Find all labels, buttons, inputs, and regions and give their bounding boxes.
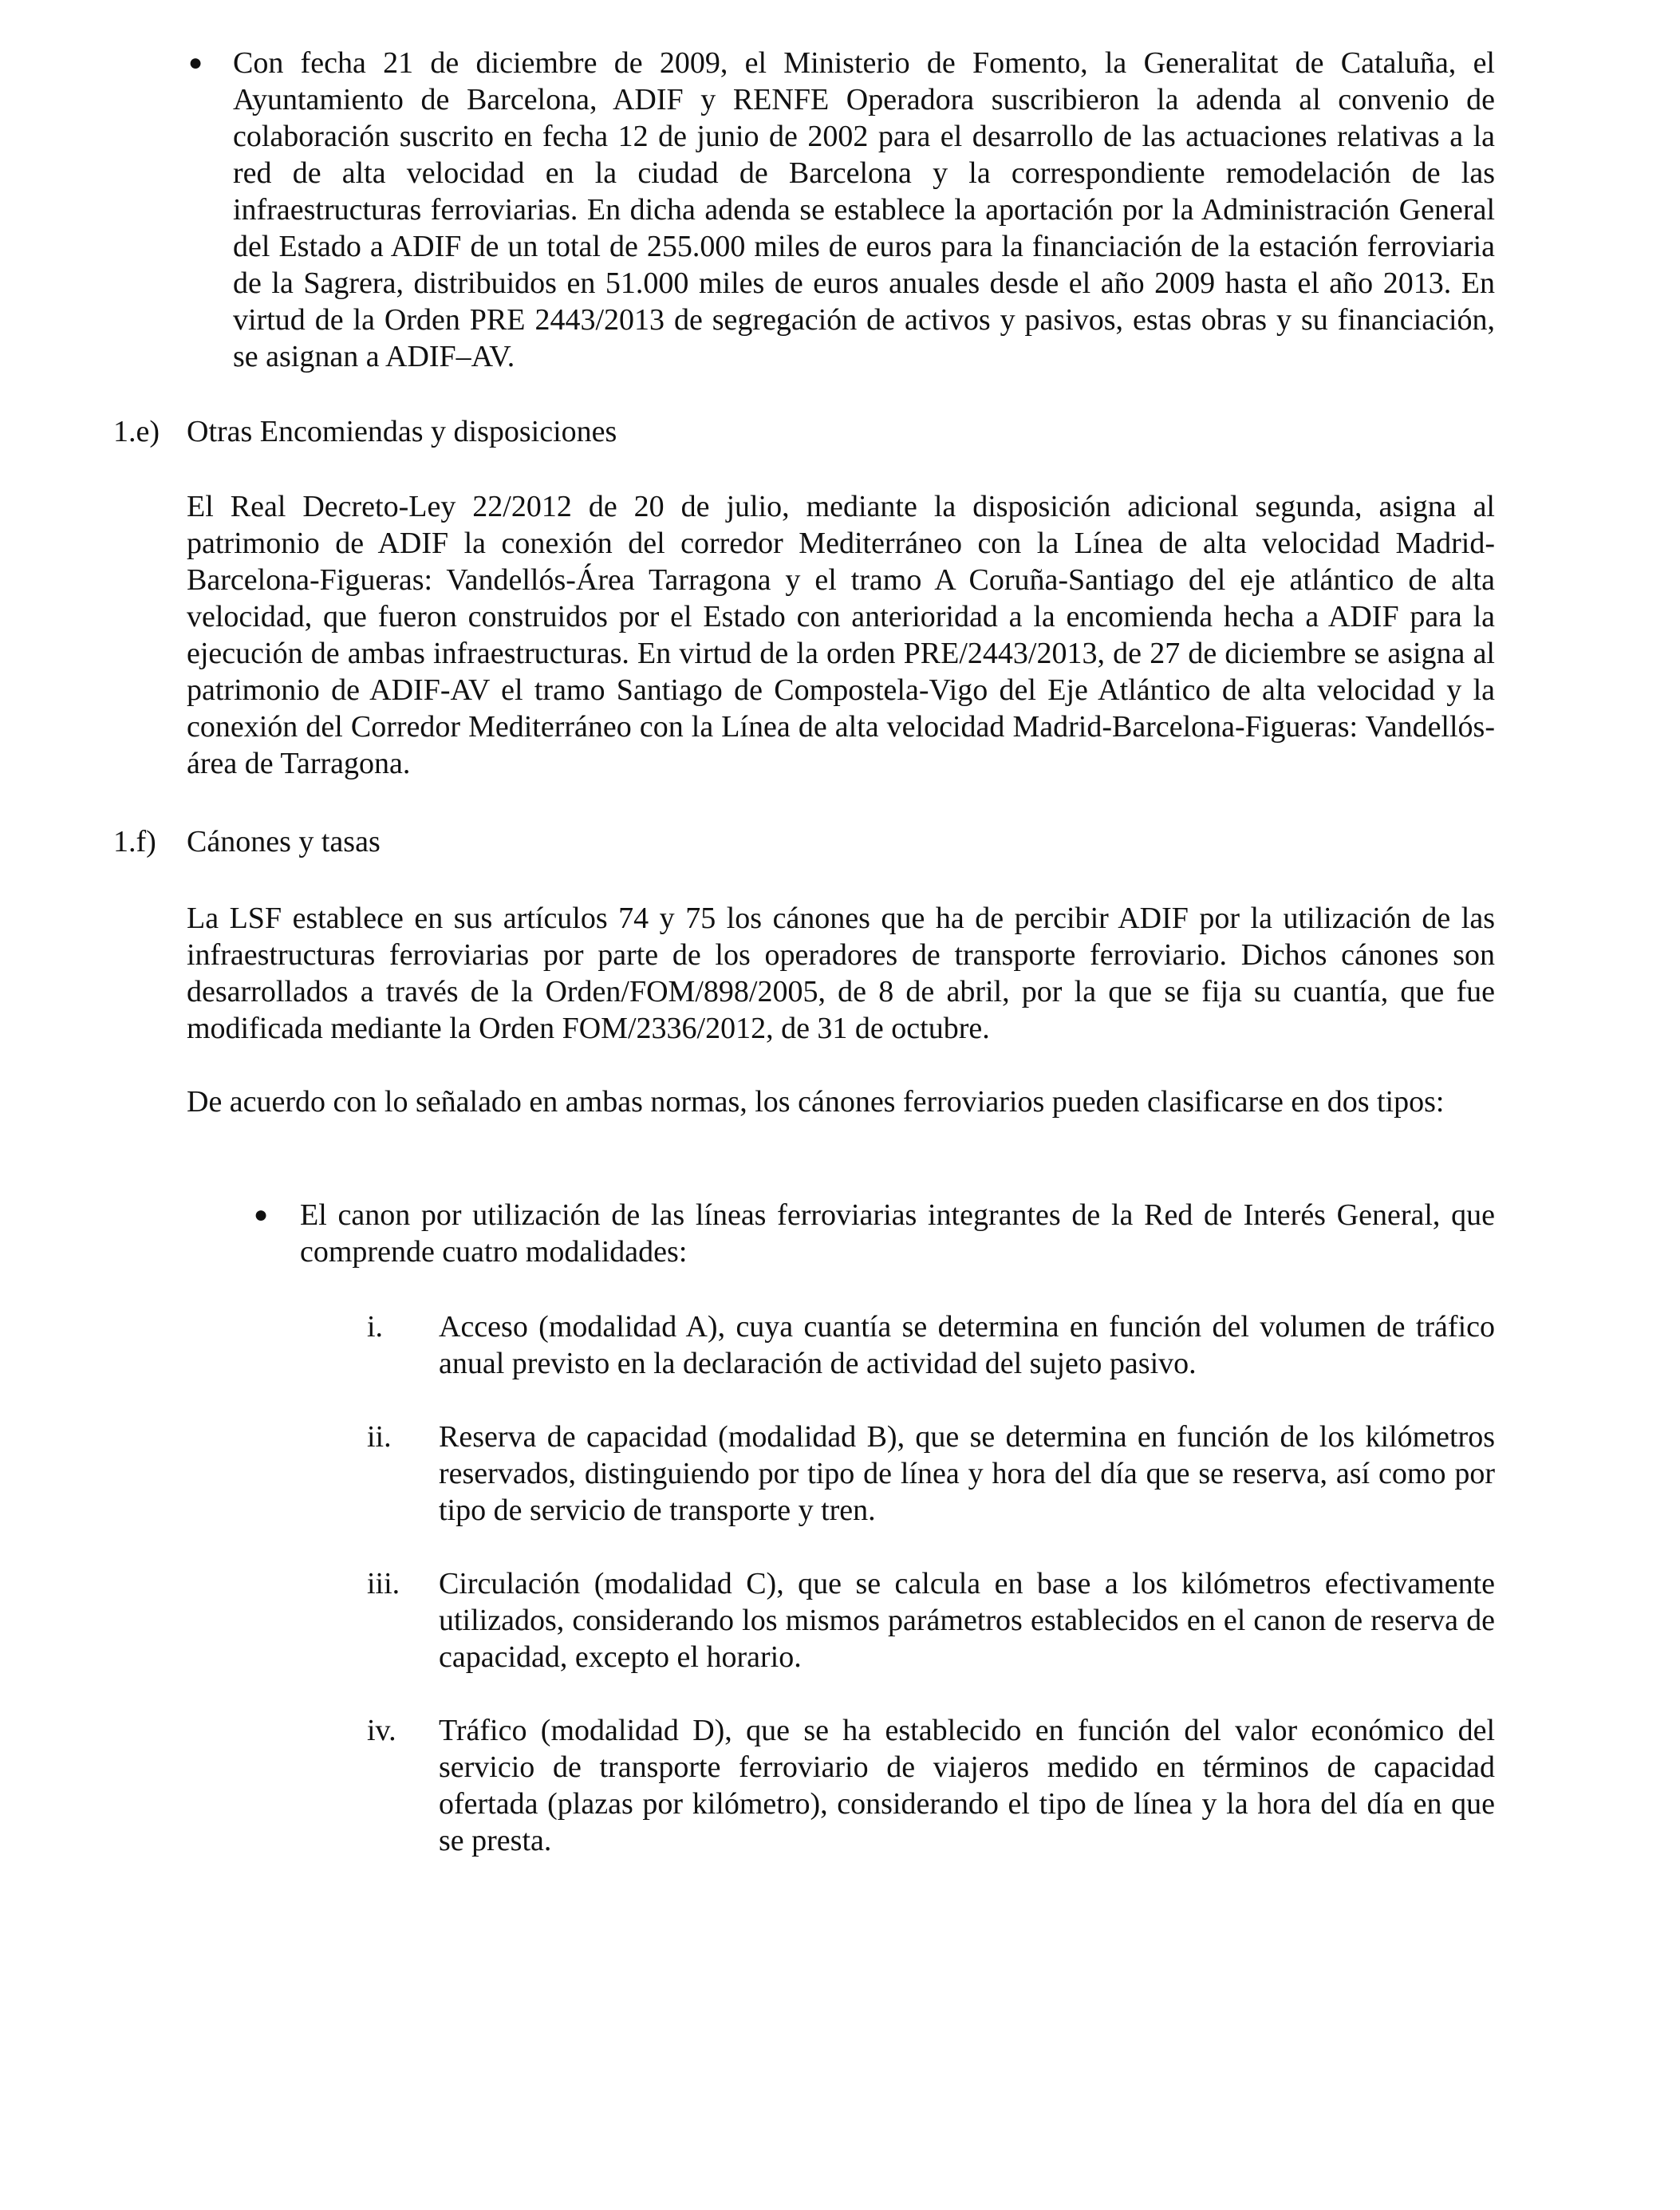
section-heading-e [113,413,617,450]
bullet-item-sagrera [188,45,1495,375]
section-heading-f [113,823,381,860]
list-item [367,1308,1495,1382]
list-item-text: Acceso (modalidad A), cuya cuantía se determina en función del volumen de tráfico anual previsto en la declaración de actividad del sujeto pasivo. [439,1310,1495,1380]
bullet-icon: ● [188,49,203,76]
modalidades-list [367,1308,1495,1859]
section-number: 1.e) [113,415,160,448]
section-e-paragraph [187,488,1495,782]
bullet-text: Con fecha 21 de diciembre de 2009, el Ministerio de Fomento, la Generalitat de Cataluña, el Ayuntamiento de Barcelona, ADIF y RENFE Operadora suscribieron la adenda al convenio de colaboración suscrito en fecha 12 de junio de 2002 para el desarrollo de las actuaciones relativas a la red de alta velocidad en la ciudad de Barcelona y la correspondiente remodelación de las infraestructuras ferroviarias. En dicha adenda se establece la aportación por la Administración General del Estado a ADIF de un total de 255.000 miles de euros para la financiación de la estación ferroviaria de la Sagrera, distribuidos en 51.000 miles de euros anuales desde el año 2009 hasta el año 2013. En virtud de la Orden PRE 2443/2013 de segregación de activos y pasivos, estas obras y su financiación, se asignan a ADIF–AV. [233,46,1495,373]
list-item-text: Reserva de capacidad (modalidad B), que se determina en función de los kilómetros reservados, distinguiendo por tipo de línea y hora del día que se reserva, así como por tipo de servicio de transporte y tren. [439,1420,1495,1527]
list-item [367,1712,1495,1859]
paragraph-text: De acuerdo con lo señalado en ambas normas, los cánones ferroviarios pueden clasificarse en dos tipos: [187,1085,1445,1119]
list-item [367,1419,1495,1529]
list-item-text: Tráfico (modalidad D), que se ha establecido en función del valor económico del servicio de transporte ferroviario de viajeros medido en términos de capacidad ofertada (plazas por kilómetro), considerando el tipo de línea y la hora del día en que se presta. [439,1714,1495,1857]
section-f-paragraph-2 [187,1083,1495,1120]
paragraph-text: La LSF establece en sus artículos 74 y 75 los cánones que ha de percibir ADIF por la utilización de las infraestructuras ferroviarias por parte de los operadores de transporte ferroviario. Dichos cánones son desarrollados a través de la Orden/FOM/898/2005, de 8 de abril, por la que se fija su cuantía, que fue modificada mediante la Orden FOM/2336/2012, de 31 de octubre. [187,902,1495,1045]
list-numeral: i. [367,1310,384,1344]
section-f-paragraph-1 [187,900,1495,1047]
section-number: 1.f) [113,825,156,858]
list-numeral: ii. [367,1420,392,1454]
list-numeral: iii. [367,1567,400,1600]
bullet-text: El canon por utilización de las líneas ferroviarias integrantes de la Red de Interés General, que comprende cuatro modalidades: [300,1198,1495,1269]
section-title: Otras Encomiendas y disposiciones [187,415,617,448]
list-item-text: Circulación (modalidad C), que se calcula en base a los kilómetros efectivamente utilizados, considerando los mismos parámetros establecidos en el canon de reserva de capacidad, excepto el horario. [439,1567,1495,1674]
bullet-icon: ● [254,1202,269,1228]
list-numeral: iv. [367,1714,396,1747]
section-title: Cánones y tasas [187,825,381,858]
list-item [367,1565,1495,1675]
paragraph-text: El Real Decreto-Ley 22/2012 de 20 de julio, mediante la disposición adicional segunda, asigna al patrimonio de ADIF la conexión del corredor Mediterráneo con la Línea de alta velocidad Madrid-Barcelona-Figueras: Vandellós-Área Tarragona y el tramo A Coruña-Santiago del eje atlántico de alta velocidad, que fueron construidos por el Estado con anterioridad a la encomienda hecha a ADIF para la ejecución de ambas infraestructuras. En virtud de la orden PRE/2443/2013, de 27 de diciembre se asigna al patrimonio de ADIF-AV el tramo Santiago de Compostela-Vigo del Eje Atlántico de alta velocidad y la conexión del Corredor Mediterráneo con la Línea de alta velocidad Madrid-Barcelona-Figueras: Vandellós-área de Tarragona. [187,490,1495,780]
bullet-item-canon [254,1197,1495,1270]
